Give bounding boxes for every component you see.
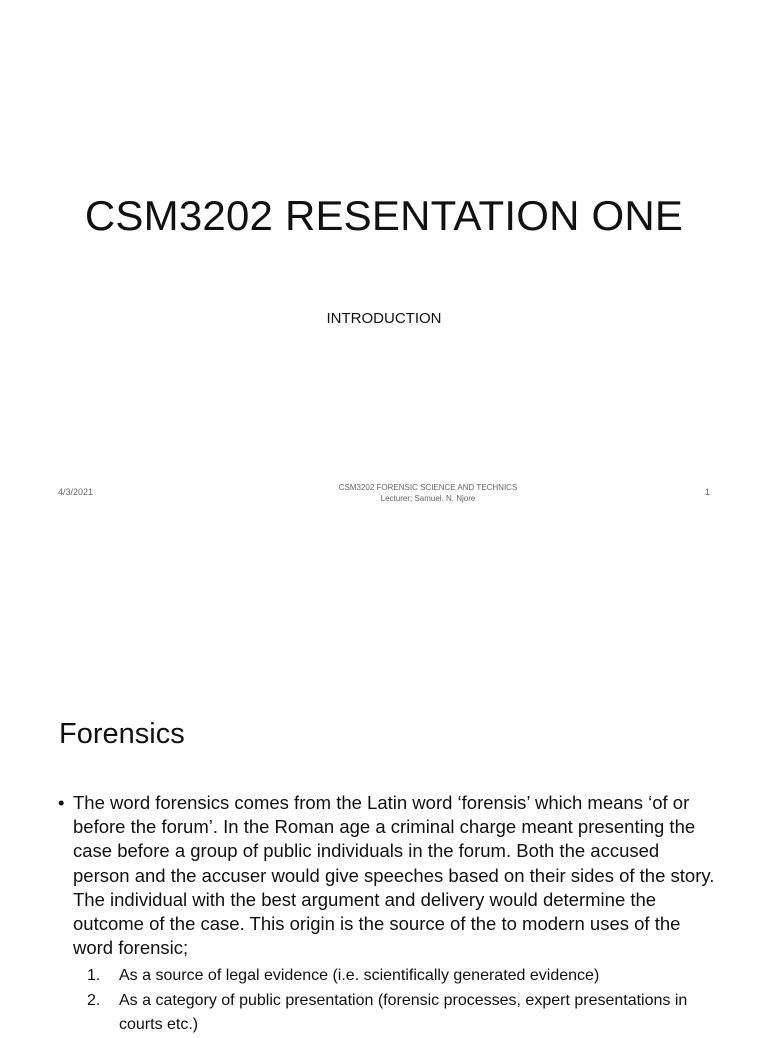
bullet-text: The word forensics comes from the Latin word ‘forensis’ which means ‘of or before the forum’. In the Roman age a criminal charge meant presenting the case before a group of public individuals in the forum. Both the accused person and the accuser would give speeches based on their sides of the story. The individual with the best argument and delivery would determine the outcome of the case. This origin is the source of the to modern uses of the word forensic;	[73, 792, 715, 959]
list-item-number: 2.	[87, 991, 101, 1009]
footer-date: 4/3/2021	[58, 487, 94, 497]
bullet-paragraph	[58, 791, 718, 960]
footer-lecturer: Lecturer; Samuel. N. Njore	[380, 494, 476, 503]
slide-title: CSM3202 RESENTATION ONE	[84, 192, 684, 239]
footer-course-title: CSM3202 FORENSIC SCIENCE AND TECHNICS	[338, 483, 518, 492]
list-item-number: 1.	[87, 967, 101, 984]
list-item-text: As a source of legal evidence (i.e. scientifically generated evidence)	[119, 967, 600, 984]
slide-heading: Forensics	[59, 718, 185, 750]
list-item-text: As a category of public presentation (forensic processes, expert presentations in courts etc.)	[119, 991, 688, 1033]
footer-course-info	[228, 482, 628, 504]
bullet-marker: •	[58, 792, 65, 813]
numbered-list	[87, 964, 707, 1038]
list-item	[87, 964, 707, 989]
list-item	[87, 989, 707, 1038]
footer-page-number: 1	[704, 487, 710, 497]
slide-subtitle: INTRODUCTION	[326, 310, 442, 327]
